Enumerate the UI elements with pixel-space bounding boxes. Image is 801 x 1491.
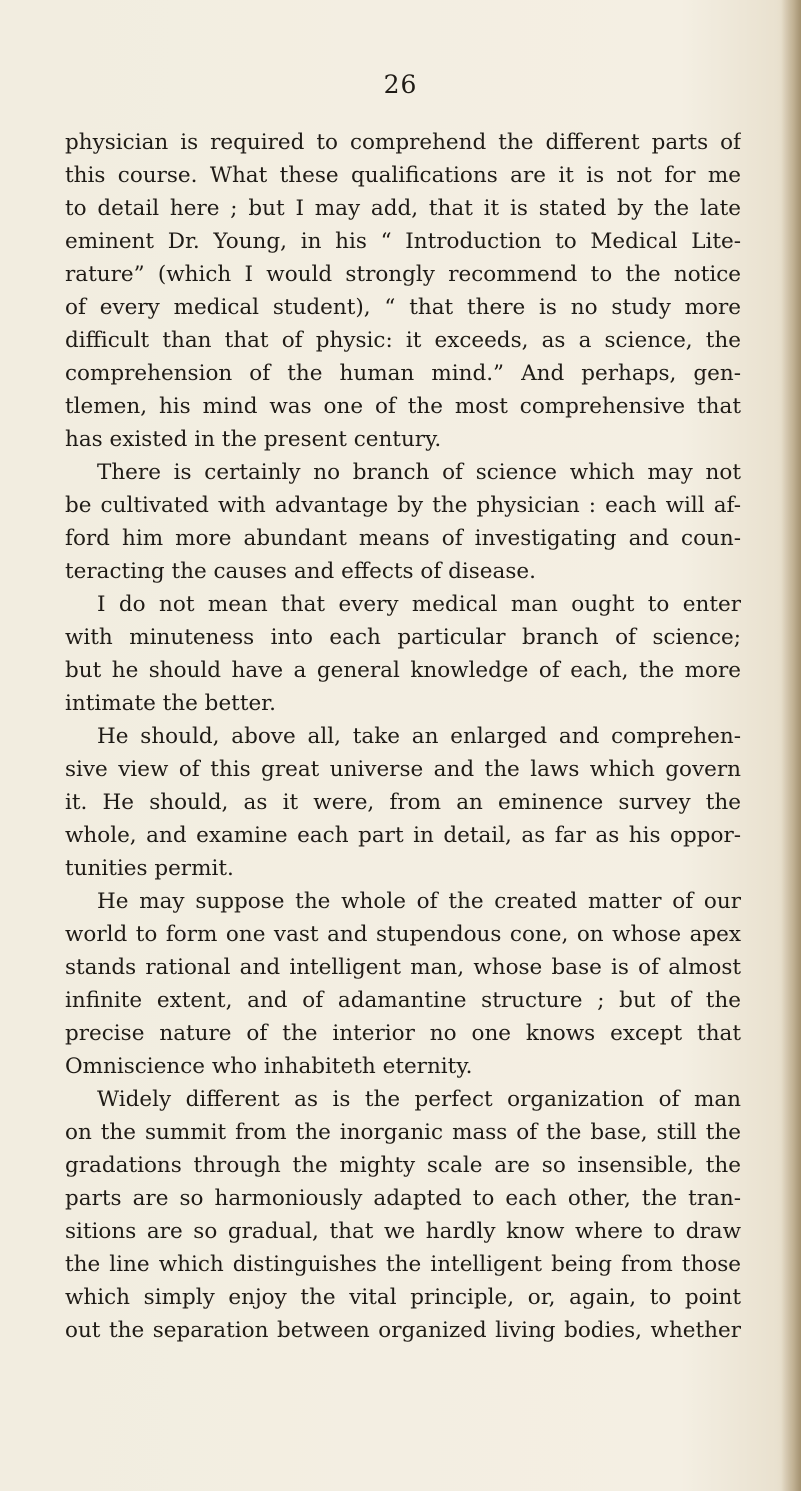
text-line: out the separation between organized living bodies, whether	[65, 1318, 741, 1343]
text-line: eminent Dr. Young, in his “ Introduction to Medical Lite-	[65, 229, 741, 254]
page-number: 26	[383, 70, 418, 99]
text-line: parts are so harmoniously adapted to each other, the tran-	[65, 1186, 741, 1211]
text-line: intimate the better.	[65, 691, 276, 716]
page-edge-shadow	[781, 0, 801, 1491]
text-line: which simply enjoy the vital principle, or, again, to point	[65, 1285, 741, 1310]
text-line: tunities permit.	[65, 856, 234, 881]
text-line: has existed in the present century.	[65, 427, 442, 452]
text-line: sitions are so gradual, that we hardly know where to draw	[65, 1219, 741, 1244]
text-line: He should, above all, take an enlarged and comprehen-	[97, 724, 741, 749]
text-line: of every medical student), “ that there is no study more	[65, 295, 741, 320]
text-line: Omniscience who inhabiteth eternity.	[65, 1054, 473, 1079]
text-line: comprehension of the human mind.” And perhaps, gen-	[65, 361, 741, 386]
text-line: physician is required to comprehend the different parts of	[65, 130, 741, 155]
text-line: rature” (which I would strongly recommend to the notice	[65, 262, 741, 287]
text-line: ford him more abundant means of investigating and coun-	[65, 526, 741, 551]
text-line: stands rational and intelligent man, whose base is of almost	[65, 955, 741, 980]
text-line: world to form one vast and stupendous cone, on whose apex	[65, 922, 741, 947]
body-text	[65, 126, 741, 1347]
text-line: sive view of this great universe and the laws which govern	[65, 757, 741, 782]
text-line: it. He should, as it were, from an eminence survey the	[65, 790, 741, 815]
text-line: but he should have a general knowledge of each, the more	[65, 658, 741, 683]
text-line: precise nature of the interior no one knows except that	[65, 1021, 741, 1046]
text-line: I do not mean that every medical man ought to enter	[97, 592, 741, 617]
text-line: on the summit from the inorganic mass of the base, still the	[65, 1120, 741, 1145]
text-line: whole, and examine each part in detail, as far as his oppor-	[65, 823, 741, 848]
text-line: teracting the causes and effects of disease.	[65, 559, 536, 584]
text-line: tlemen, his mind was one of the most comprehensive that	[65, 394, 741, 419]
text-line: be cultivated with advantage by the physician : each will af-	[65, 493, 741, 518]
text-line: this course. What these qualifications are it is not for me	[65, 163, 741, 188]
text-line: with minuteness into each particular branch of science;	[65, 625, 741, 650]
text-line: gradations through the mighty scale are so insensible, the	[65, 1153, 741, 1178]
text-line: Widely different as is the perfect organization of man	[97, 1087, 741, 1112]
text-line: the line which distinguishes the intelligent being from those	[65, 1252, 741, 1277]
text-line: infinite extent, and of adamantine structure ; but of the	[65, 988, 741, 1013]
text-line: There is certainly no branch of science which may not	[97, 460, 741, 485]
text-line: to detail here ; but I may add, that it is stated by the late	[65, 196, 741, 221]
text-line: He may suppose the whole of the created matter of our	[97, 889, 741, 914]
text-line: difficult than that of physic: it exceeds, as a science, the	[65, 328, 741, 353]
